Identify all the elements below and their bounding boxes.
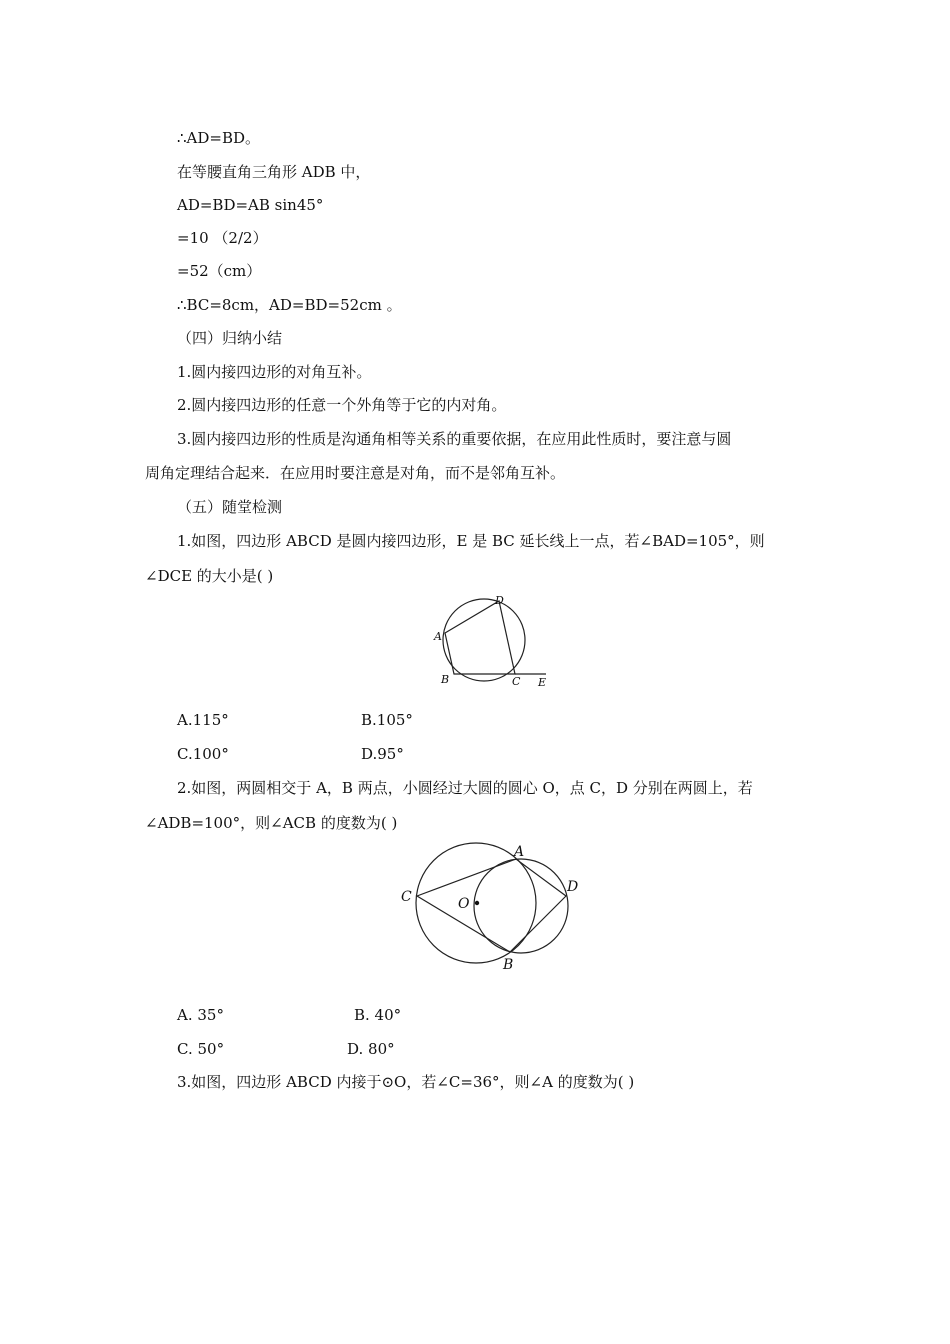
q2-label-o: O	[458, 896, 470, 912]
summary-item-1: 1.圆内接四边形的对角互补。	[177, 363, 372, 381]
q1-option-b: B.105°	[361, 711, 413, 729]
q2-diagram	[401, 843, 578, 973]
q1-diagram	[433, 594, 546, 689]
question-2-figure	[395, 835, 595, 975]
q2-label-b: B	[503, 957, 514, 973]
text-line-6: ∴BC=8cm，AD=BD=52cm 。	[177, 296, 402, 314]
q2-label-d: D	[567, 879, 579, 895]
q2-option-a: A. 35°	[177, 1006, 224, 1024]
q1-label-b: B	[441, 673, 450, 686]
question-1-figure	[430, 593, 560, 693]
q2-option-d: D. 80°	[347, 1040, 395, 1058]
q1-option-c: C.100°	[177, 745, 229, 763]
q2-option-c: C. 50°	[177, 1040, 225, 1058]
q2-option-b: B. 40°	[354, 1006, 402, 1024]
section-heading-check: （五）随堂检测	[177, 498, 283, 516]
q2-center-point	[475, 901, 479, 905]
text-line-1: ∴AD=BD。	[177, 129, 261, 147]
text-line-5: =52（cm）	[177, 262, 262, 280]
q1-quadrilateral	[445, 601, 515, 674]
question-2-line-1: 2.如图，两圆相交于 A，B 两点，小圆经过大圆的圆心 O，点 C，D 分别在两圆上，若	[177, 779, 753, 797]
text-line-4: =10 （2/2）	[177, 229, 268, 247]
q1-label-c: C	[512, 675, 521, 688]
text-line-3: AD=BD=AB sin45°	[177, 196, 324, 214]
question-3-line-1: 3.如图，四边形 ABCD 内接于⊙O，若∠C=36°，则∠A 的度数为( )	[177, 1073, 635, 1091]
section-heading-summary: （四）归纳小结	[177, 329, 283, 347]
q2-label-a: A	[514, 844, 525, 860]
summary-item-2: 2.圆内接四边形的任意一个外角等于它的内对角。	[177, 396, 507, 414]
q1-label-d: D	[495, 594, 504, 607]
question-1-line-1: 1.如图，四边形 ABCD 是圆内接四边形，E 是 BC 延长线上一点，若∠BAD=105°，则	[177, 532, 765, 550]
summary-item-3-line-1: 3.圆内接四边形的性质是沟通角相等关系的重要依据，在应用此性质时，要注意与圆	[177, 430, 732, 448]
question-1-line-2: ∠DCE 的大小是( )	[145, 567, 274, 585]
text-line-2: 在等腰直角三角形 ADB 中，	[177, 163, 371, 181]
question-2-line-2: ∠ADB=100°，则∠ACB 的度数为( )	[145, 814, 398, 832]
summary-item-3-line-2: 周角定理结合起来．在应用时要注意是对角，而不是邻角互补。	[145, 464, 566, 482]
q1-label-e: E	[538, 676, 547, 689]
q2-label-c: C	[401, 889, 412, 905]
q2-quadrilateral	[417, 859, 566, 952]
q1-option-a: A.115°	[177, 711, 229, 729]
q1-circle	[443, 599, 525, 681]
q1-label-a: A	[434, 630, 442, 643]
q1-option-d: D.95°	[361, 745, 404, 763]
